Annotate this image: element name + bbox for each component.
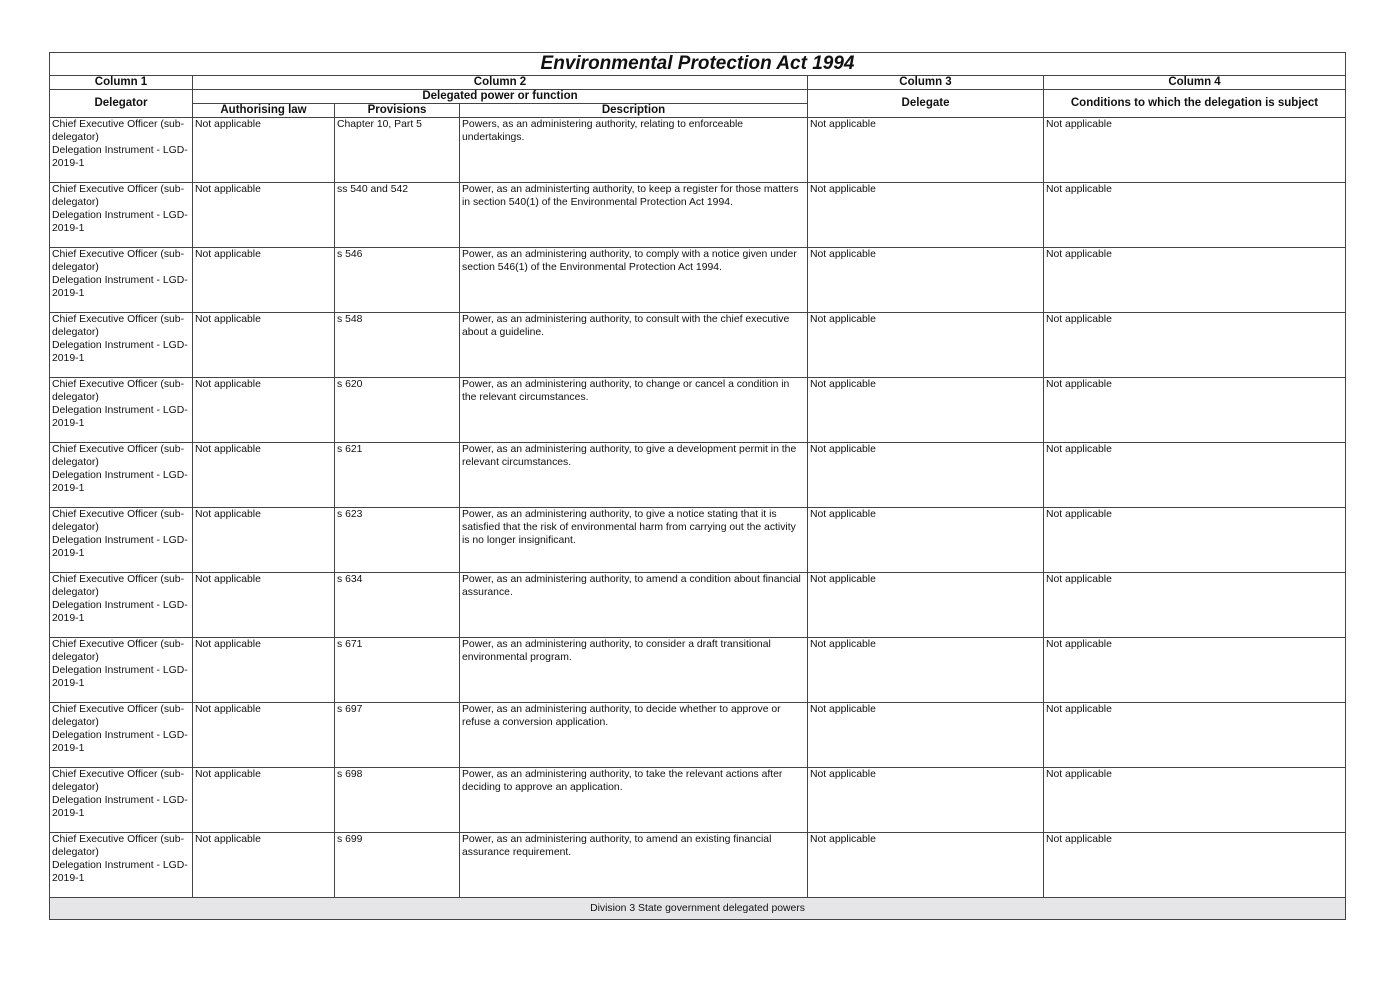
table-row xyxy=(50,703,1346,768)
table-row xyxy=(50,183,1346,248)
provision-cell: s 699 xyxy=(335,833,460,898)
conditions-cell: Not applicable xyxy=(1044,118,1346,183)
description-cell: Power, as an administering authority, to decide whether to approve or refuse a conversion application. xyxy=(460,703,808,768)
column-3-header: Column 3 xyxy=(808,76,1044,90)
authorising-law-cell: Not applicable xyxy=(193,118,335,183)
provision-cell: s 548 xyxy=(335,313,460,378)
conditions-cell: Not applicable xyxy=(1044,313,1346,378)
conditions-header: Conditions to which the delegation is subject xyxy=(1044,90,1346,118)
column-1-header: Column 1 xyxy=(50,76,193,90)
conditions-cell: Not applicable xyxy=(1044,508,1346,573)
provision-cell: s 546 xyxy=(335,248,460,313)
authorising-law-cell: Not applicable xyxy=(193,833,335,898)
delegate-cell: Not applicable xyxy=(808,703,1044,768)
description-cell: Power, as an administerting authority, to keep a register for those matters in section 540(1) of the Environmental Protection Act 1994. xyxy=(460,183,808,248)
table-row xyxy=(50,378,1346,443)
authorising-law-cell: Not applicable xyxy=(193,638,335,703)
delegate-cell: Not applicable xyxy=(808,248,1044,313)
delegator-cell: Chief Executive Officer (sub-delegator) Delegation Instrument - LGD-2019-1 xyxy=(50,248,193,313)
conditions-cell: Not applicable xyxy=(1044,183,1346,248)
description-cell: Power, as an administering authority, to amend an existing financial assurance requirement. xyxy=(460,833,808,898)
conditions-cell: Not applicable xyxy=(1044,248,1346,313)
provision-cell: s 671 xyxy=(335,638,460,703)
delegator-cell: Chief Executive Officer (sub-delegator) Delegation Instrument - LGD-2019-1 xyxy=(50,508,193,573)
column-2-header: Column 2 xyxy=(193,76,808,90)
delegate-cell: Not applicable xyxy=(808,118,1044,183)
authorising-law-cell: Not applicable xyxy=(193,443,335,508)
provision-cell: s 620 xyxy=(335,378,460,443)
delegation-table xyxy=(49,52,1346,920)
conditions-cell: Not applicable xyxy=(1044,443,1346,508)
provision-cell: s 698 xyxy=(335,768,460,833)
provision-cell: Chapter 10, Part 5 xyxy=(335,118,460,183)
table-row xyxy=(50,508,1346,573)
conditions-cell: Not applicable xyxy=(1044,573,1346,638)
delegator-cell: Chief Executive Officer (sub-delegator) Delegation Instrument - LGD-2019-1 xyxy=(50,833,193,898)
authorising-law-cell: Not applicable xyxy=(193,508,335,573)
authorising-law-cell: Not applicable xyxy=(193,248,335,313)
description-header: Description xyxy=(460,104,808,118)
delegator-header: Delegator xyxy=(50,90,193,118)
conditions-cell: Not applicable xyxy=(1044,703,1346,768)
division-footer: Division 3 State government delegated powers xyxy=(50,898,1346,920)
authorising-law-header: Authorising law xyxy=(193,104,335,118)
provision-cell: s 697 xyxy=(335,703,460,768)
table-title: Environmental Protection Act 1994 xyxy=(50,53,1346,76)
provisions-header: Provisions xyxy=(335,104,460,118)
description-cell: Power, as an administering authority, to give a notice stating that it is satisfied that the risk of environmental harm from carrying out the activity is no longer insignificant. xyxy=(460,508,808,573)
delegate-cell: Not applicable xyxy=(808,638,1044,703)
delegate-cell: Not applicable xyxy=(808,378,1044,443)
delegate-cell: Not applicable xyxy=(808,768,1044,833)
table-row xyxy=(50,313,1346,378)
authorising-law-cell: Not applicable xyxy=(193,378,335,443)
table-row xyxy=(50,833,1346,898)
delegator-cell: Chief Executive Officer (sub-delegator) Delegation Instrument - LGD-2019-1 xyxy=(50,313,193,378)
table-row xyxy=(50,638,1346,703)
conditions-cell: Not applicable xyxy=(1044,768,1346,833)
authorising-law-cell: Not applicable xyxy=(193,313,335,378)
description-cell: Power, as an administering authority, to give a development permit in the relevant circumstances. xyxy=(460,443,808,508)
conditions-cell: Not applicable xyxy=(1044,378,1346,443)
delegator-cell: Chief Executive Officer (sub-delegator) Delegation Instrument - LGD-2019-1 xyxy=(50,638,193,703)
provision-cell: ss 540 and 542 xyxy=(335,183,460,248)
delegator-cell: Chief Executive Officer (sub-delegator) Delegation Instrument - LGD-2019-1 xyxy=(50,183,193,248)
conditions-cell: Not applicable xyxy=(1044,833,1346,898)
conditions-cell: Not applicable xyxy=(1044,638,1346,703)
delegate-cell: Not applicable xyxy=(808,183,1044,248)
description-cell: Power, as an administering authority, to amend a condition about financial assurance. xyxy=(460,573,808,638)
authorising-law-cell: Not applicable xyxy=(193,573,335,638)
description-cell: Powers, as an administering authority, relating to enforceable undertakings. xyxy=(460,118,808,183)
delegate-cell: Not applicable xyxy=(808,443,1044,508)
table-body xyxy=(50,118,1346,898)
delegator-cell: Chief Executive Officer (sub-delegator) Delegation Instrument - LGD-2019-1 xyxy=(50,703,193,768)
delegator-cell: Chief Executive Officer (sub-delegator) Delegation Instrument - LGD-2019-1 xyxy=(50,443,193,508)
description-cell: Power, as an administering authority, to take the relevant actions after deciding to approve an application. xyxy=(460,768,808,833)
provision-cell: s 621 xyxy=(335,443,460,508)
authorising-law-cell: Not applicable xyxy=(193,768,335,833)
provision-cell: s 623 xyxy=(335,508,460,573)
description-cell: Power, as an administering authority, to consult with the chief executive about a guideline. xyxy=(460,313,808,378)
delegated-power-header: Delegated power or function xyxy=(193,90,808,104)
authorising-law-cell: Not applicable xyxy=(193,703,335,768)
delegator-cell: Chief Executive Officer (sub-delegator) Delegation Instrument - LGD-2019-1 xyxy=(50,573,193,638)
provision-cell: s 634 xyxy=(335,573,460,638)
delegate-cell: Not applicable xyxy=(808,573,1044,638)
delegator-cell: Chief Executive Officer (sub-delegator) Delegation Instrument - LGD-2019-1 xyxy=(50,118,193,183)
table-row xyxy=(50,248,1346,313)
description-cell: Power, as an administering authority, to change or cancel a condition in the relevant circumstances. xyxy=(460,378,808,443)
table-row xyxy=(50,768,1346,833)
delegate-cell: Not applicable xyxy=(808,313,1044,378)
delegate-cell: Not applicable xyxy=(808,833,1044,898)
delegator-cell: Chief Executive Officer (sub-delegator) Delegation Instrument - LGD-2019-1 xyxy=(50,378,193,443)
delegate-cell: Not applicable xyxy=(808,508,1044,573)
delegator-cell: Chief Executive Officer (sub-delegator) Delegation Instrument - LGD-2019-1 xyxy=(50,768,193,833)
description-cell: Power, as an administering authority, to consider a draft transitional environmental program. xyxy=(460,638,808,703)
delegate-header: Delegate xyxy=(808,90,1044,118)
table-row xyxy=(50,443,1346,508)
table-row xyxy=(50,573,1346,638)
table-row xyxy=(50,118,1346,183)
column-4-header: Column 4 xyxy=(1044,76,1346,90)
description-cell: Power, as an administering authority, to comply with a notice given under section 546(1) of the Environmental Protection Act 1994. xyxy=(460,248,808,313)
authorising-law-cell: Not applicable xyxy=(193,183,335,248)
